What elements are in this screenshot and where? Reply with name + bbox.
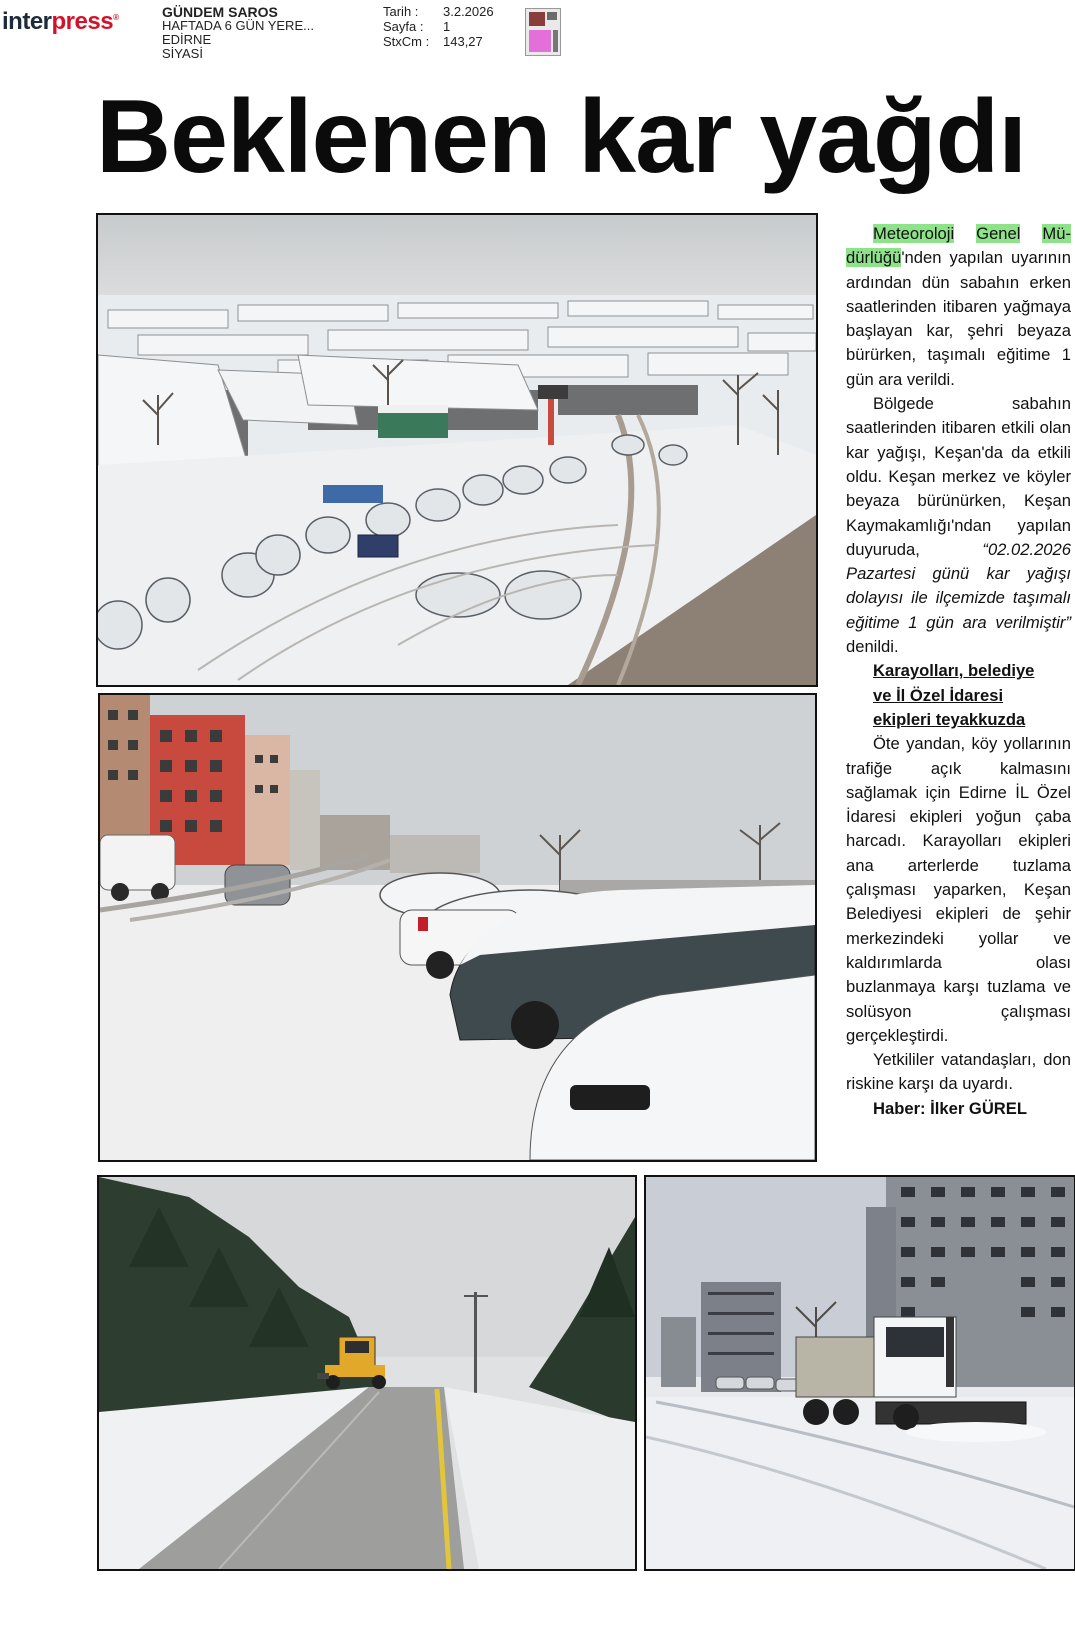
- article-subhead-line: ve İl Özel İdaresi: [873, 685, 1004, 705]
- article-paragraph-4: Yetkililer vatandaşları, don riskine karşı da uyardı.: [846, 1050, 1071, 1094]
- logo-main: inter: [2, 8, 52, 35]
- photo-road-grader: [97, 1175, 637, 1571]
- page-label: Sayfa :: [383, 19, 424, 34]
- date-value: 3.2.2026: [443, 4, 494, 19]
- article-paragraph-2: [846, 392, 1071, 659]
- publication-frequency: HAFTADA 6 GÜN YERE...: [162, 18, 314, 33]
- article-byline: Haber: İlker GÜREL: [873, 1098, 1027, 1118]
- highlight-term: Meteoroloji: [873, 224, 955, 243]
- logo-accent: press: [51, 8, 114, 35]
- publication-city: EDİRNE: [162, 32, 212, 47]
- highlight-term: dürlüğü: [846, 248, 902, 268]
- article-body: [846, 222, 1071, 1121]
- clip-meta-right: [383, 4, 494, 49]
- article-paragraph-1: [846, 222, 1071, 392]
- photo-street-snowy-cars: [98, 693, 817, 1162]
- paragraph-text: Bölgede sabahın saatlerinden itibaren etkili olan kar yağışı, Keşan'da da etkili oldu. Keşan merkez ve köyler beyaza bürünürken, Keşan Kaymakamlığı'ndan yapılan duyuruda,: [846, 394, 1071, 559]
- highlight-term: Genel: [976, 224, 1021, 243]
- page-thumbnail[interactable]: [525, 8, 561, 56]
- interpress-logo: [2, 8, 118, 36]
- paragraph-text: denildi.: [846, 637, 899, 657]
- photo-snow-plow-truck: [644, 1175, 1075, 1571]
- clip-meta-left: [162, 5, 314, 61]
- logo-registered-mark: ®: [113, 13, 119, 22]
- stxcm-value: 143,27: [443, 34, 483, 49]
- announcement-quote: “02.02.2026 Pazartesi günü kar yağışı dolayısı ile ilçemizde taşımalı eğitime 1 gün ara verilmiştir”: [846, 539, 1071, 632]
- article-paragraph-3: Öte yandan, köy yollarının trafiğe açık kalmasını sağlamak için Edirne İL Özel İdaresi ekipleri yoğun çaba harcadı. Karayolları ekipleri ana arterlerde tuzlama çalışması yaparken, Keşan Belediyesi ekipleri de şehir merkezindeki yollar ve kaldırımlarda olası buzlanmaya karşı tuzlama ve solüsyon çalışması gerçekleştirdi.: [846, 734, 1071, 1045]
- paragraph-text: 'nden yapılan uyarının ardından dün sabahın erken saatlerinden itibaren yağmaya başlayan kar, şehri beyaza bürürken, taşımalı eğitime 1 gün ara verildi.: [846, 248, 1071, 389]
- publication-name: GÜNDEM SAROS: [162, 4, 278, 20]
- photo-aerial-snowy-parking: [96, 213, 818, 687]
- date-label: Tarih :: [383, 4, 419, 19]
- headline: Beklenen kar yağdı: [96, 79, 1026, 195]
- article-subhead-line: ekipleri teyakkuzda: [873, 709, 1026, 729]
- highlight-term: Mü-: [1042, 224, 1071, 243]
- stxcm-label: StxCm :: [383, 34, 430, 49]
- article-subhead-line: Karayolları, belediye: [873, 661, 1035, 681]
- publication-category: SİYASİ: [162, 46, 203, 61]
- page-value: 1: [443, 19, 451, 34]
